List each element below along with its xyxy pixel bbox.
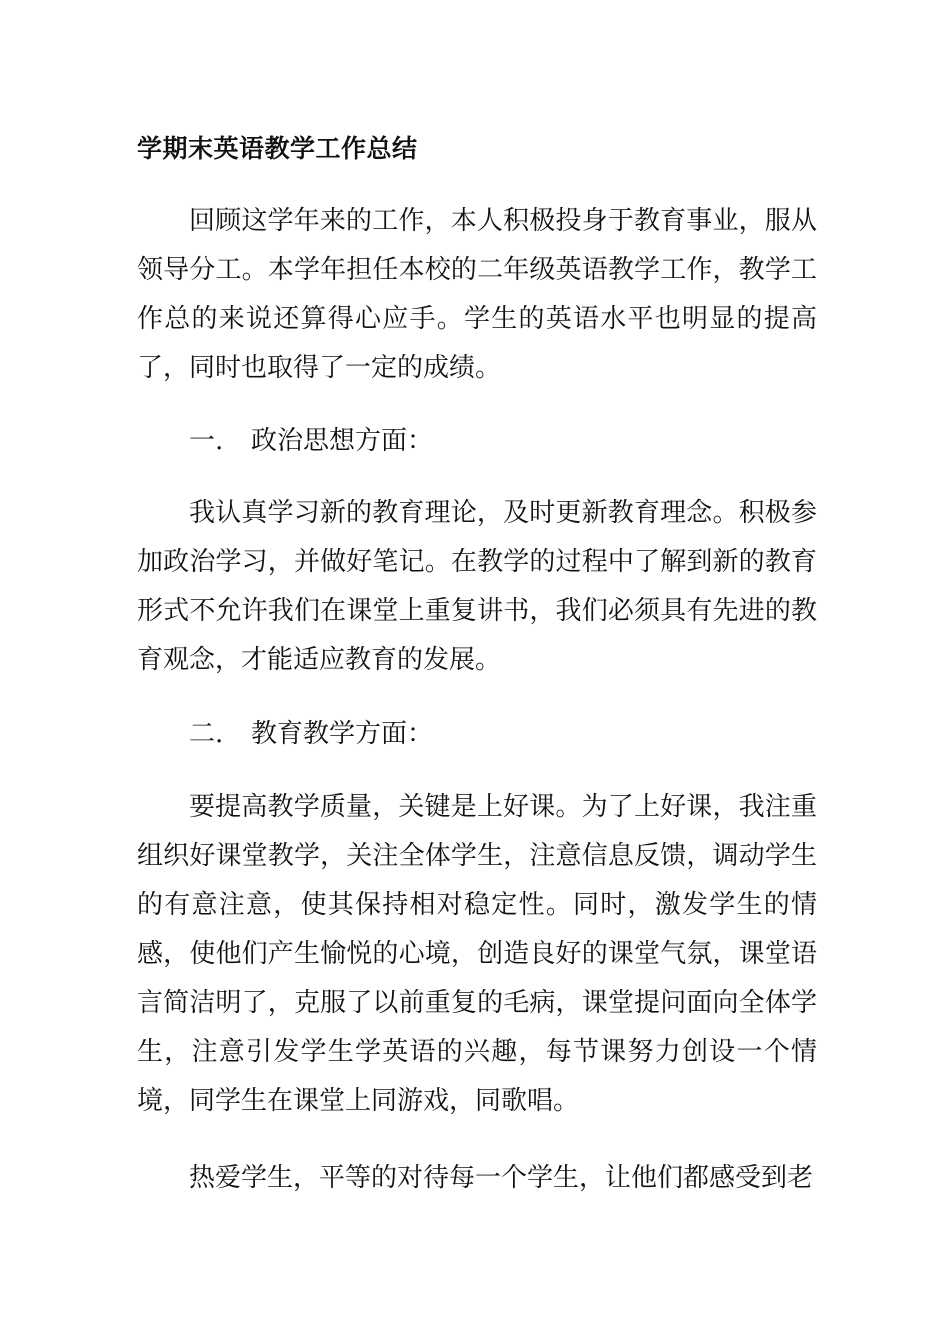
teaching-paragraph: 要提高教学质量，关键是上好课。为了上好课，我注重组织好课堂教学，关注全体学生，注意信息反馈，调动学生的有意注意，使其保持相对稳定性。同时，激发学生的情感，使他们产生愉悦的心境，创造良好的课堂气氛，课堂语言简洁明了，克服了以前重复的毛病，课堂提问面向全体学生，注意引发学生学英语的兴趣，每节课努力创设一个情境，同学生在课堂上同游戏，同歌唱。 <box>137 792 817 1116</box>
students-paragraph: 热爱学生，平等的对待每一个学生，让他们都感受到老 <box>189 1163 814 1193</box>
section-heading-politics <box>189 424 433 458</box>
section-heading-text: 教育教学方面： <box>251 719 434 749</box>
section-heading-text: 政治思想方面： <box>251 426 434 456</box>
politics-paragraph: 我认真学习新的教育理论，及时更新教育理念。积极参加政治学习，并做好笔记。在教学的过程中了解到新的教育形式不允许我们在课堂上重复讲书，我们必须具有先进的教育观念，才能适应教育的发展。 <box>137 498 817 675</box>
document-title: 学期末英语教学工作总结 <box>137 134 418 163</box>
section-heading-teaching <box>189 717 433 751</box>
section-number: 一. <box>189 426 224 456</box>
section-number: 二. <box>189 719 224 749</box>
intro-paragraph: 回顾这学年来的工作，本人积极投身于教育事业，服从领导分工。本学年担任本校的二年级英语教学工作，教学工作总的来说还算得心应手。学生的英语水平也明显的提高了，同时也取得了一定的成绩。 <box>137 206 817 383</box>
